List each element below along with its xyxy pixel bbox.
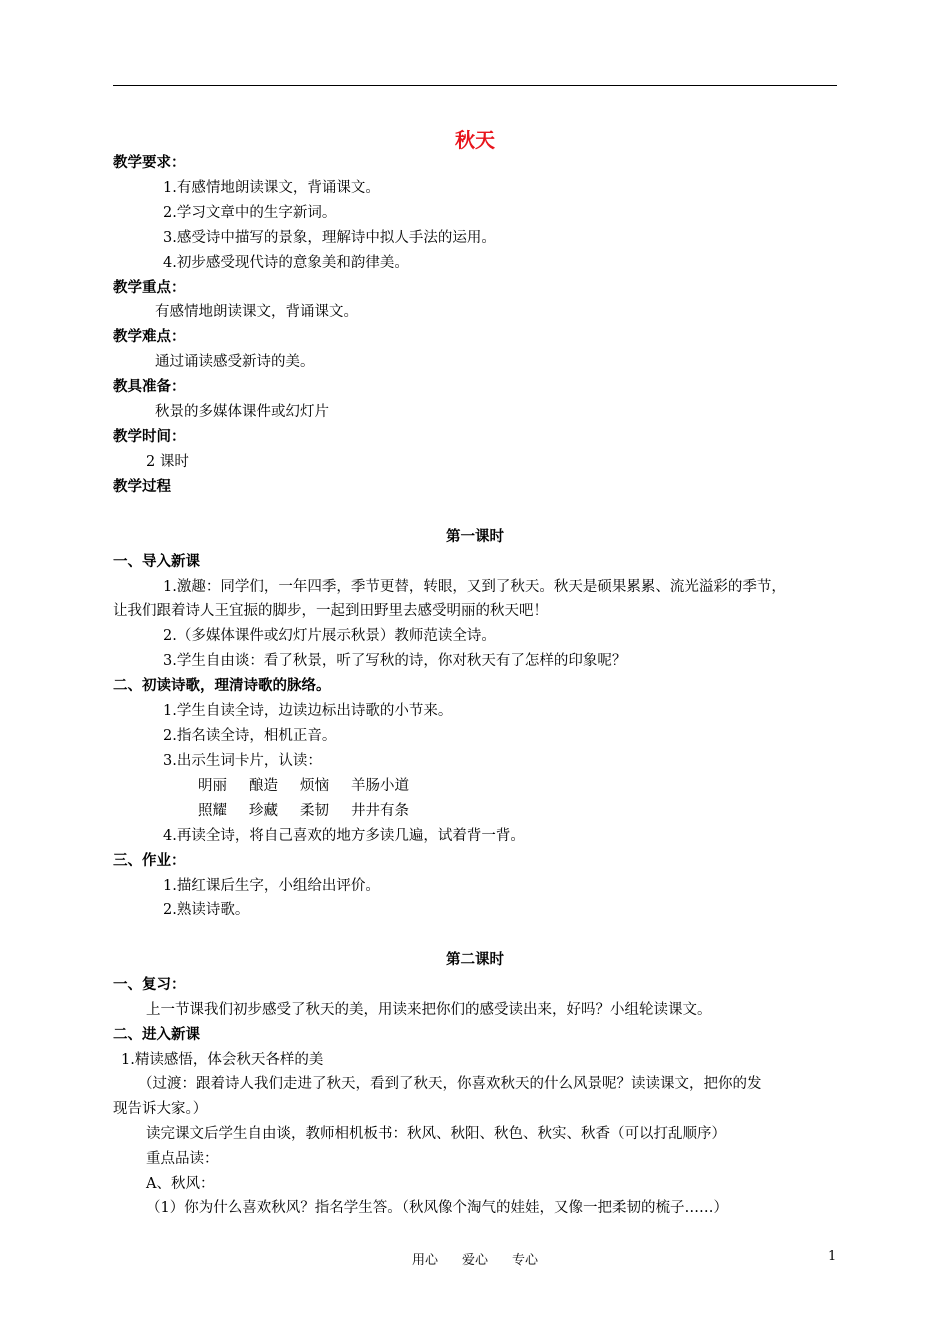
requirement-item: 2.学习文章中的生字新词。 [163,205,337,221]
lesson2-text: （过渡：跟着诗人我们走进了秋天，看到了秋天，你喜欢秋天的什么风景呢？读读课文，把你的发 [138,1076,762,1092]
vocab-word: 井井有条 [351,803,409,819]
requirement-item: 4.初步感受现代诗的意象美和韵律美。 [163,255,409,271]
vocab-word: 酿造 [249,778,278,794]
difficulty-text: 通过诵读感受新诗的美。 [155,354,315,370]
difficulty-heading: 教学难点： [113,329,186,345]
lesson1-heading: 第一课时 [446,529,504,545]
lesson2-text: 现告诉大家。） [113,1101,208,1117]
lesson2-text: A、秋风： [146,1176,215,1192]
vocab-word: 柔韧 [300,803,329,819]
vocab-word: 珍藏 [249,803,278,819]
lesson2-text: 1.精读感悟，体会秋天各样的美 [121,1052,324,1068]
lesson1-item: 4.再读全诗，将自己喜欢的地方多读几遍，试着背一背。 [163,828,525,844]
vocab-word: 羊肠小道 [351,778,409,794]
key-heading: 教学重点： [113,280,186,296]
lesson1-item: 3.出示生词卡片，认读： [163,753,322,769]
footer-word: 用心 [411,1253,438,1268]
lesson1-item: 1.激趣：同学们，一年四季，季节更替，转眼，又到了秋天。秋天是硕果累累、流光溢彩的季节， [163,579,786,595]
requirement-item: 3.感受诗中描写的景象，理解诗中拟人手法的运用。 [163,230,496,246]
vocab-row [198,776,431,796]
footer-word: 爱心 [461,1253,488,1268]
time-heading: 教学时间： [113,429,186,445]
lesson1-item: 2.指名读全诗，相机正音。 [163,728,337,744]
lesson2-text: （1）你为什么喜欢秋风？指名学生答。（秋风像个淘气的娃娃，又像一把柔韧的梳子……） [146,1200,728,1216]
tools-heading: 教具准备： [113,379,186,395]
key-text: 有感情地朗读课文，背诵课文。 [155,304,358,320]
time-text: 2 课时 [146,454,189,470]
lesson2-text: 重点品读： [146,1151,219,1167]
page-title: 秋天 [455,128,495,152]
vocab-row [198,801,431,821]
header-rule [113,85,837,86]
lesson1-part3-heading: 三、作业： [113,853,186,869]
vocab-word: 烦恼 [300,778,329,794]
vocab-word: 照耀 [198,803,227,819]
requirements-heading: 教学要求： [113,155,186,171]
lesson1-item: 2.熟读诗歌。 [163,902,250,918]
page-number: 1 [828,1249,837,1264]
lesson2-text: 读完课文后学生自由谈，教师相机板书：秋风、秋阳、秋色、秋实、秋香（可以打乱顺序） [146,1126,726,1142]
lesson2-part1-heading: 一、复习： [113,977,186,993]
lesson1-item: 1.描红课后生字，小组给出评价。 [163,878,380,894]
process-heading: 教学过程 [113,479,171,495]
lesson2-text: 上一节课我们初步感受了秋天的美，用读来把你们的感受读出来，好吗？小组轮读课文。 [146,1002,712,1018]
lesson2-part2-heading: 二、进入新课 [113,1027,200,1043]
lesson1-part1-heading: 一、导入新课 [113,554,200,570]
lesson1-item: 2.（多媒体课件或幻灯片展示秋景）教师范读全诗。 [163,628,496,644]
lesson1-item: 3.学生自由谈：看了秋景，听了写秋的诗，你对秋天有了怎样的印象呢？ [163,653,627,669]
page-footer [0,1249,950,1268]
lesson2-heading: 第二课时 [446,952,504,968]
lesson1-part2-heading: 二、初读诗歌，理清诗歌的脉络。 [113,678,331,694]
tools-text: 秋景的多媒体课件或幻灯片 [155,404,329,420]
lesson1-item: 让我们跟着诗人王宜振的脚步，一起到田野里去感受明丽的秋天吧！ [113,603,548,619]
vocab-word: 明丽 [198,778,227,794]
footer-word: 专心 [512,1253,539,1268]
requirement-item: 1.有感情地朗读课文，背诵课文。 [163,180,380,196]
lesson1-item: 1.学生自读全诗，边读边标出诗歌的小节来。 [163,703,453,719]
